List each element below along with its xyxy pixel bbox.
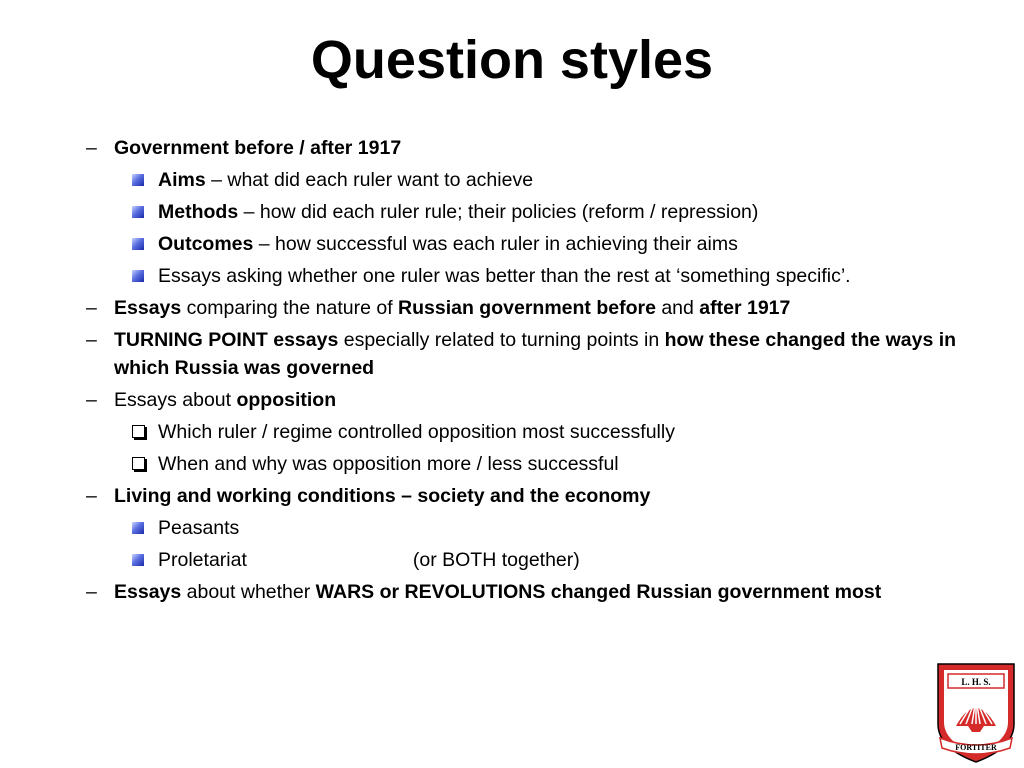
- sub-bullet-proletariat: Proletariat (or BOTH together): [90, 544, 1014, 576]
- bullet-turning-point: – TURNING POINT essays especially related to turning points in how these changed the ways in which Russia was governed: [90, 324, 1014, 384]
- slide-title: Question styles: [310, 30, 714, 90]
- sub-bullet-aims: Aims – what did each ruler want to achieve: [90, 164, 1014, 196]
- square-bullet-icon: [132, 174, 144, 186]
- square-bullet-icon: [132, 522, 144, 534]
- checkbox-bullet-icon: [132, 457, 145, 470]
- bullet-opposition: – Essays about opposition: [90, 384, 1014, 416]
- dash-icon: –: [86, 389, 97, 411]
- sub-bullet-which-ruler: Which ruler / regime controlled opposition most successfully: [90, 416, 1014, 448]
- sub-bullet-methods: Methods – how did each ruler rule; their policies (reform / repression): [90, 196, 1014, 228]
- crest-motto: FORTITER: [955, 743, 997, 752]
- dash-icon: –: [86, 329, 97, 351]
- sub-bullet-essays-ruler: Essays asking whether one ruler was better than the rest at ‘something specific’.: [90, 260, 1014, 292]
- sub-bullet-when-why: When and why was opposition more / less successful: [90, 448, 1014, 480]
- sub-bullet-outcomes: Outcomes – how successful was each ruler in achieving their aims: [90, 228, 1014, 260]
- checkbox-bullet-icon: [132, 425, 145, 438]
- bullet-wars-revolutions: – Essays about whether WARS or REVOLUTIONS changed Russian government most: [90, 576, 1014, 608]
- square-bullet-icon: [132, 554, 144, 566]
- dash-icon: –: [86, 137, 97, 159]
- crest-top-text: L. H. S.: [961, 677, 991, 687]
- bullet-essays-comparing: – Essays comparing the nature of Russian government before and after 1917: [90, 292, 1014, 324]
- dash-icon: –: [86, 297, 97, 319]
- square-bullet-icon: [132, 206, 144, 218]
- dash-icon: –: [86, 485, 97, 507]
- square-bullet-icon: [132, 238, 144, 250]
- school-crest-logo: [934, 660, 1018, 764]
- slide-body: [86, 132, 1014, 608]
- bullet-government: – Government before / after 1917: [90, 132, 1014, 164]
- sub-bullet-peasants: Peasants: [90, 512, 1014, 544]
- bullet-living-conditions: – Living and working conditions – society and the economy: [90, 480, 1014, 512]
- square-bullet-icon: [132, 270, 144, 282]
- dash-icon: –: [86, 581, 97, 603]
